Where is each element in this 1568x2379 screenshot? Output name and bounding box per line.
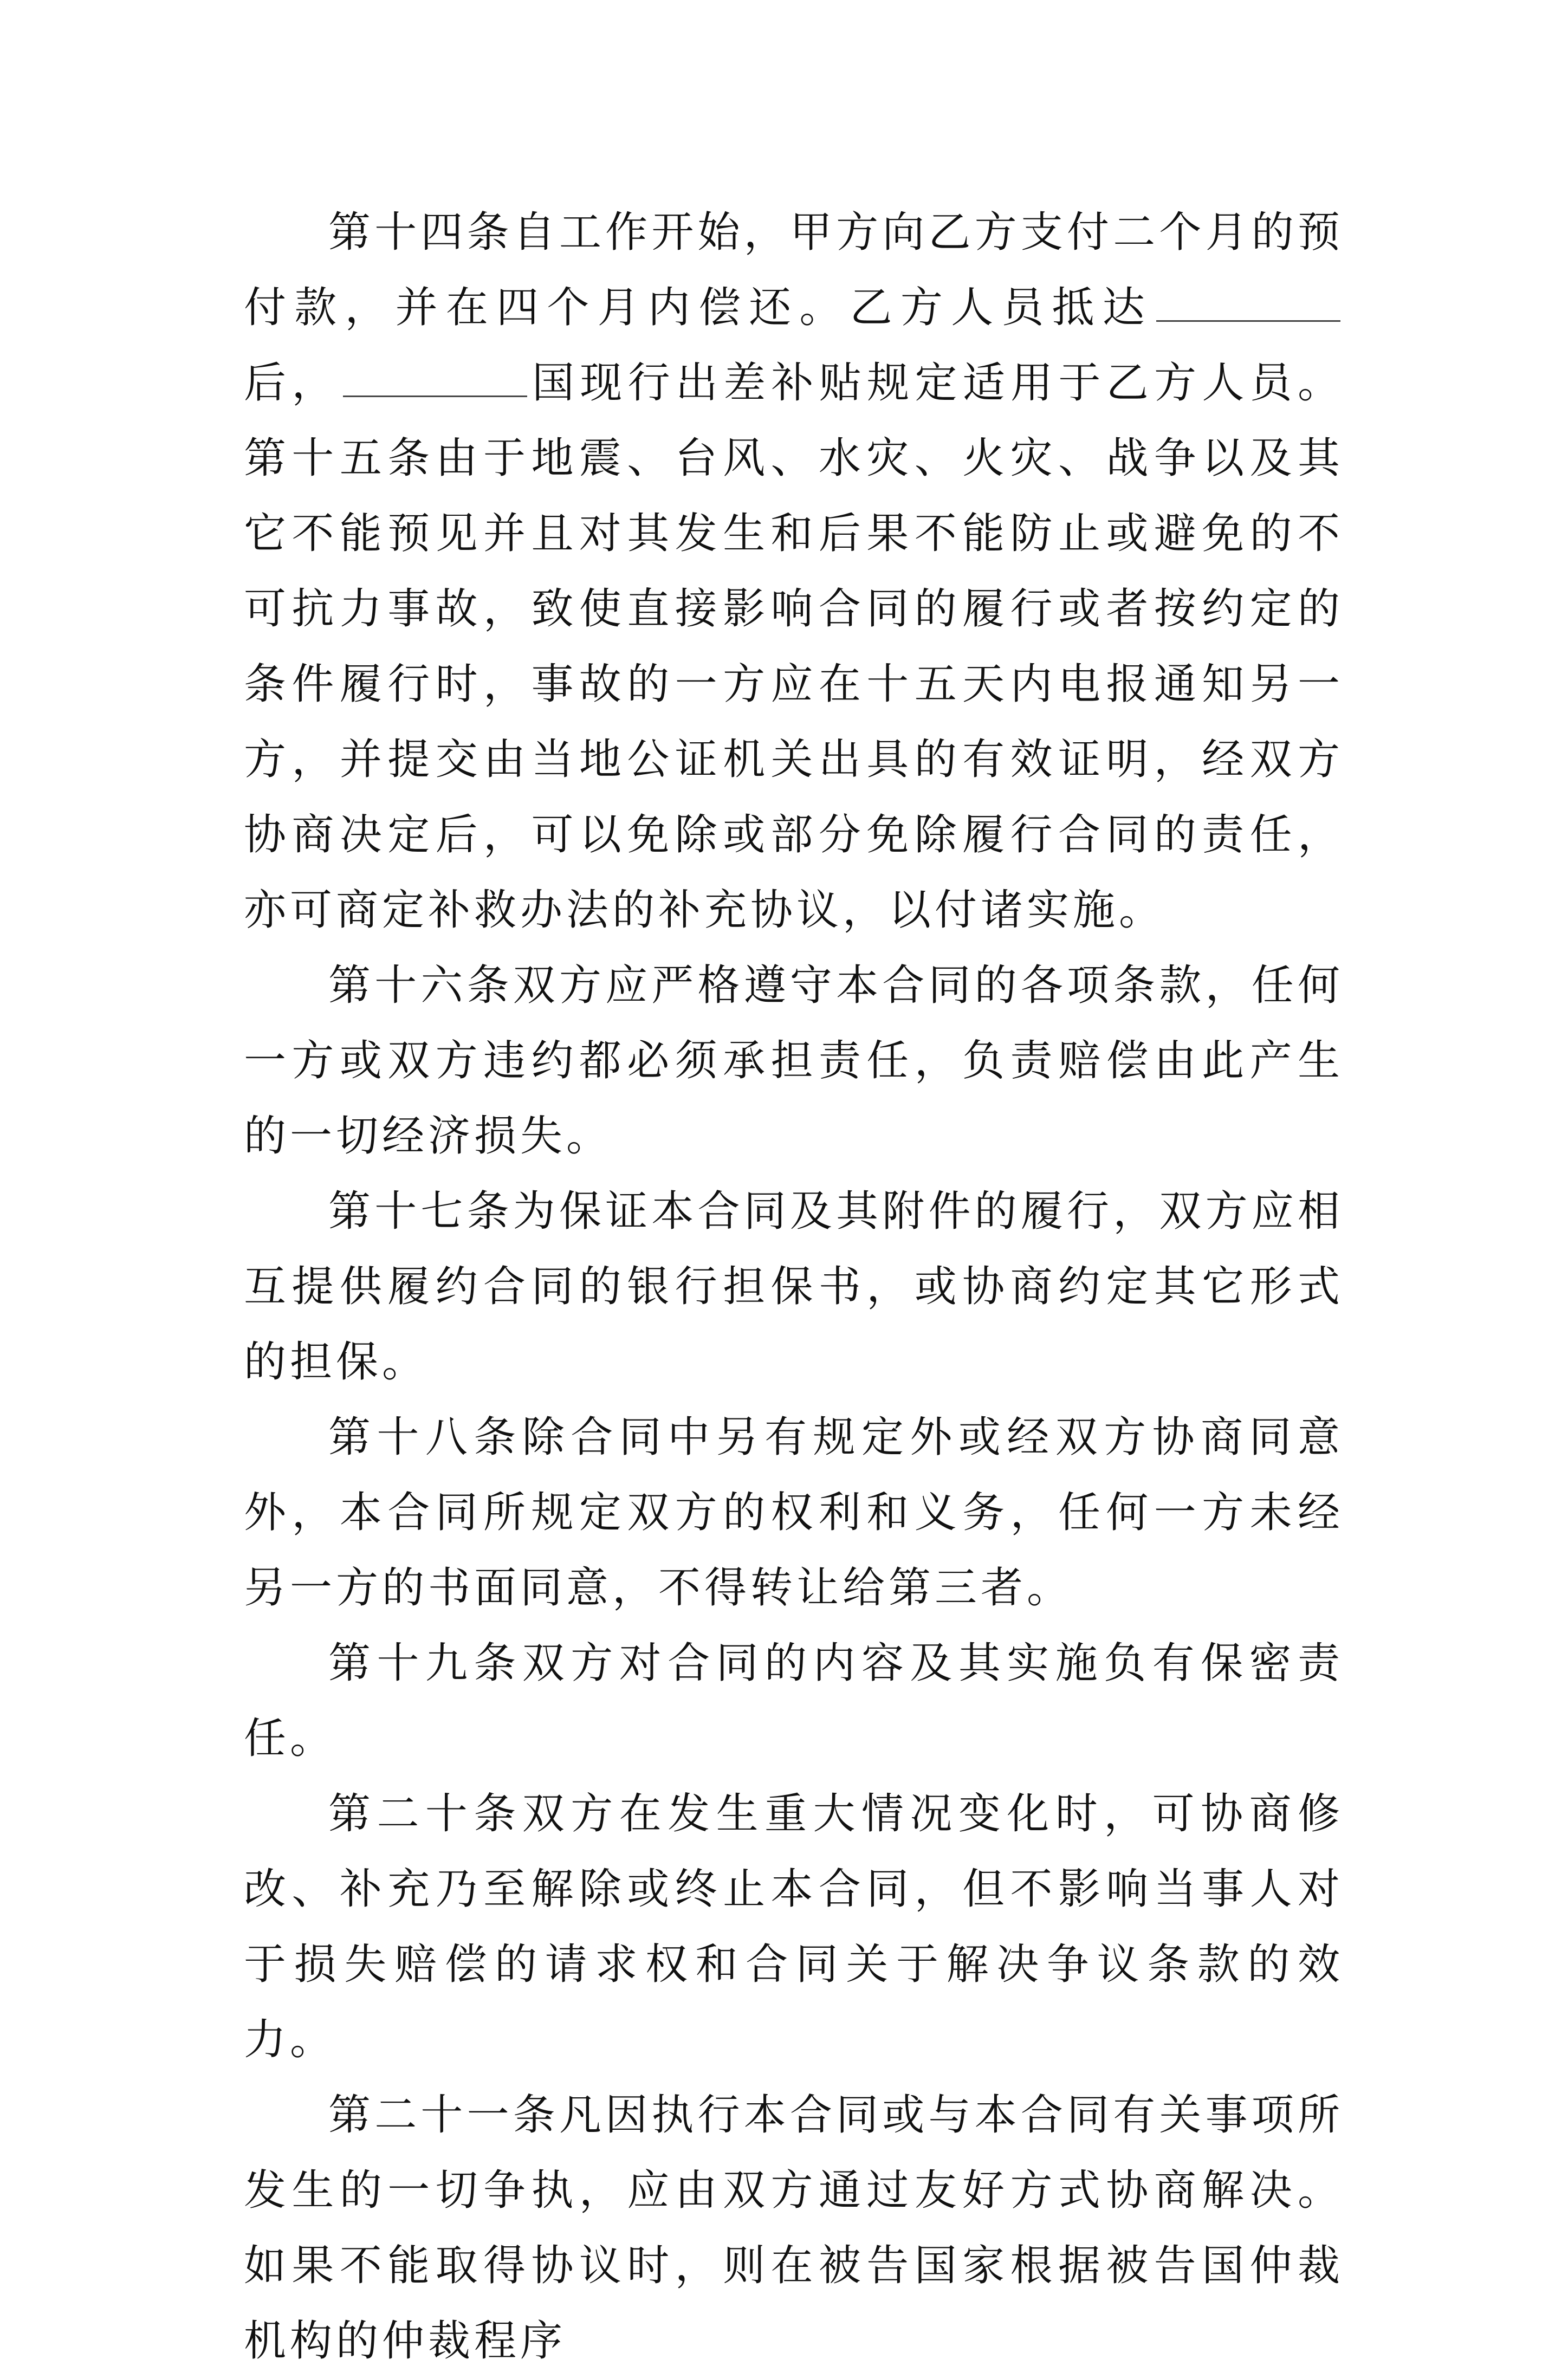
paragraph-article-21: 第二十一条凡因执行本合同或与本合同有关事项所发生的一切争执，应由双方通过友好方式协商解决。如果不能取得协议时，则在被告国家根据被告国仲裁机构的仲裁程序 [244,2091,1344,2365]
paragraph-article-19: 第十九条双方对合同的内容及其实施负有保密责任。 [244,1639,1344,1763]
paragraph-article-18: 第十八条除合同中另有规定外或经双方协商同意外，本合同所规定双方的权利和义务，任何一方未经另一方的书面同意，不得转让给第三者。 [244,1413,1344,1612]
blank-field-country [343,361,527,397]
blank-field-arrival-place [1156,286,1340,322]
paragraph-article-14-15 [244,195,1344,948]
article-14-text-part1: 第十四条自工作开始，甲方向乙方支付二个月的预付款，并在四个月内偿还。乙方人员抵达 [244,208,1344,332]
paragraph-article-17: 第十七条为保证本合同及其附件的履行，双方应相互提供履约合同的银行担保书，或协商约定其它形式的担保。 [244,1187,1344,1386]
paragraph-article-16: 第十六条双方应严格遵守本合同的各项条款，任何一方或双方违约都必须承担责任，负责赔偿由此产生的一切经济损失。 [244,961,1344,1161]
document-body [244,195,1344,2379]
article-14-text-part2: 后， [244,359,340,407]
paragraph-article-20: 第二十条双方在发生重大情况变化时，可协商修改、补充乃至解除或终止本合同，但不影响当事人对于损失赔偿的请求权和合同关于解决争议条款的效力。 [244,1790,1344,2064]
article-14-15-text-part3: 国现行出差补贴规定适用于乙方人员。第十五条由于地震、台风、水灾、火灾、战争以及其它不能预见并且对其发生和后果不能防止或避免的不可抗力事故，致使直接影响合同的履行或者按约定的条件履行时，事故的一方应在十五天内电报通知另一方，并提交由当地公证机关出具的有效证明，经双方协商决定后，可以免除或部分免除履行合同的责任，亦可商定补救办法的补充协议，以付诸实施。 [244,359,1344,935]
